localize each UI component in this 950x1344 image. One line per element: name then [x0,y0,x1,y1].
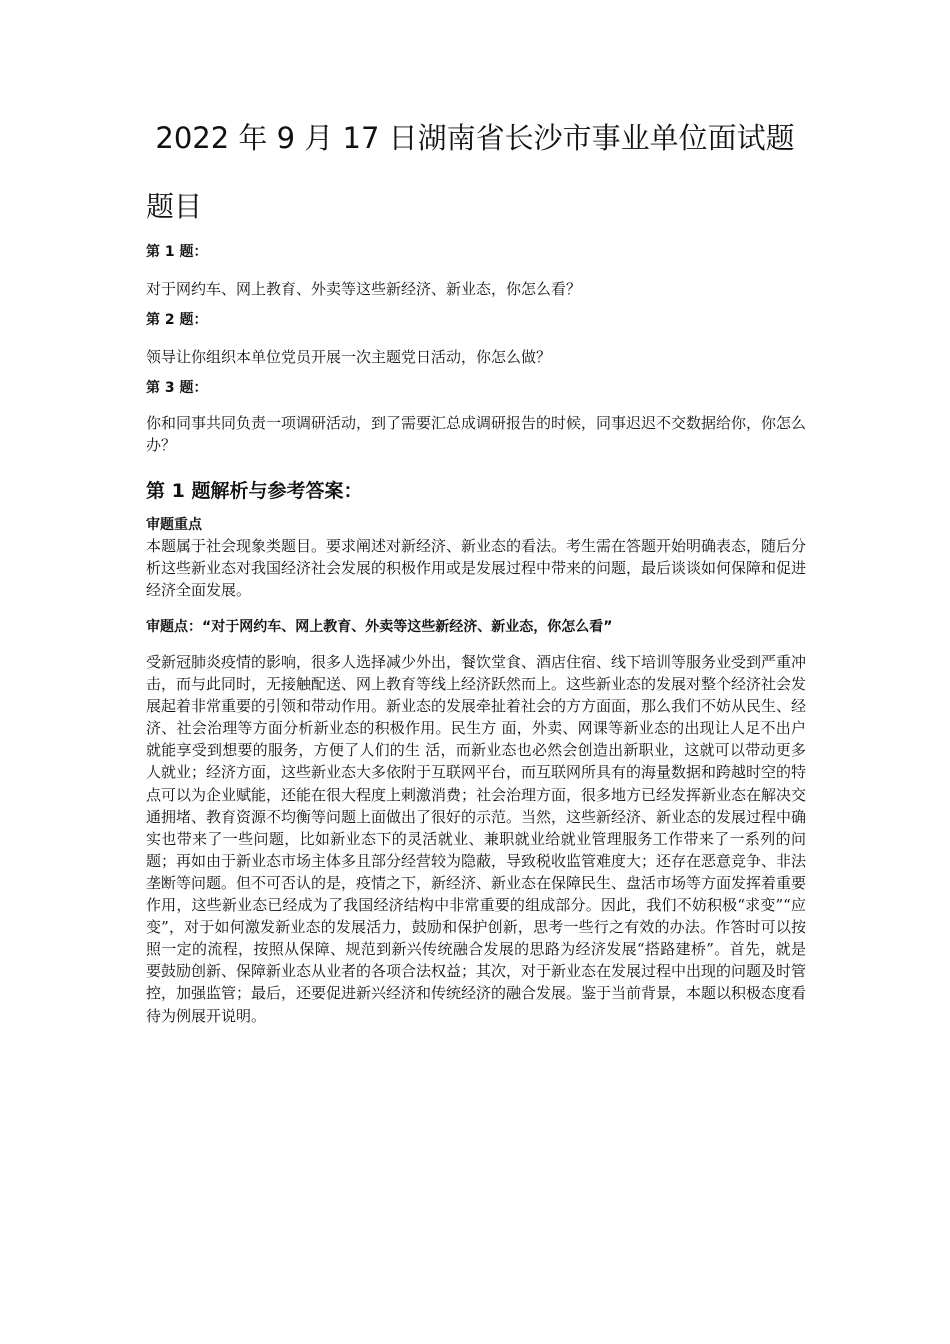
answer-body [146,651,806,1027]
question-3 [146,378,806,456]
question-label: 第 2 题： [146,312,208,328]
question-label: 第 1 题： [146,244,208,260]
answer-body-text: 受新冠肺炎疫情的影响，很多人选择减少外出，餐饮堂食、酒店住宿、线下培训等服务业受到严重冲击，而与此同时，无接触配送、网上教育等线上经济跃然而上。这些新业态的发展对整个经济社会发展起着非常重要的引领和带动作用。新业态的发展牵扯着社会的方方面面，那么我们不妨从民生、经济、社会治理等方面分析新业态的积极作用。民生方 面，外卖、网课等新业态的出现让人足不出户就能享受到想要的服务，方便了人们的生 活，而新业态也必然会创造出新职业，这就可以带动更多人就业；经济方面，这些新业态大多依附于互联网平台，而互联网所具有的海量数据和跨越时空的特点可以为企业赋能，还能在很大程度上刺激消费；社会治理方面，很多地方已经发挥新业态在解决交通拥堵、教育资源不均衡等问题上面做出了很好的示范。当然，这些新经济、新业态的发展过程中确实也带来了一些问题，比如新业态下的灵活就业、兼职就业给就业管理服务工作带来了一系列的问题；再如由于新业态市场主体多且部分经营较为隐蔽，导致税收监管难度大；还存在恶意竞争、非法垄断等问题。但不可否认的是，疫情之下，新经济、新业态在保障民生、盘活市场等方面发挥着重要作用，这些新业态已经成为了我国经济结构中非常重要的组成部分。因此，我们不妨积极“求变”“应变”，对于如何激发新业态的发展活力，鼓励和保护创新，思考一些行之有效的办法。作答时可以按照一定的流程，按照从保障、规范到新兴传统融合发展的思路为经济发展“搭路建桥”。首先，就是要鼓励创新、保障新业态从业者的各项合法权益；其次，对于新业态在发展过程中出现的问题及时管控，加强监管；最后，还要促进新兴经济和传统经济的融合发展。鉴于当前背景，本题以积极态度看待为例展开说明。 [146,653,807,1025]
questions-heading: 题目 [146,190,203,223]
review-label: 审题重点 [146,517,202,533]
answer-heading: 第 1 题解析与参考答案： [146,480,363,502]
question-text: 领导让你组织本单位党员开展一次主题党日活动，你怎么做？ [146,348,552,366]
question-text: 你和同事共同负责一项调研活动，到了需要汇总成调研报告的时候，同事迟迟不交数据给你，你怎么办？ [146,414,807,454]
review-text: 本题属于社会现象类题目。要求阐述对新经济、新业态的看法。考生需在答题开始明确表态，随后分析这些新业态对我国经济社会发展的积极作用或是发展过程中带来的问题，最后谈谈如何保障和促进经济全面发展。 [146,537,807,600]
question-1 [146,242,806,300]
review-section [146,515,806,601]
question-2 [146,310,806,368]
point-section [146,617,806,637]
question-text: 对于网约车、网上教育、外卖等这些新经济、新业态，你怎么看？ [146,280,582,298]
question-label: 第 3 题： [146,380,208,396]
point-heading: 审题点：“对于网约车、网上教育、外卖等这些新经济、新业态，你怎么看” [146,619,613,635]
document-title: 2022 年 9 月 17 日湖南省长沙市事业单位面试题 [155,121,795,155]
